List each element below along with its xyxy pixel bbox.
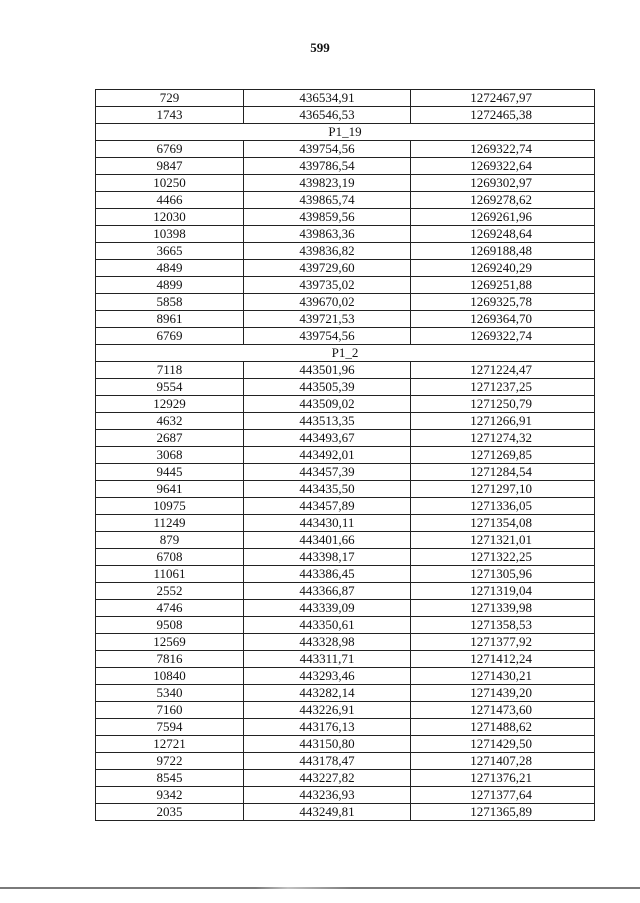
x-coordinate-cell: 443386,45 <box>244 566 411 583</box>
section-header-row <box>96 124 595 141</box>
table-row <box>96 175 595 192</box>
y-coordinate-cell: 1269251,88 <box>411 277 595 294</box>
x-coordinate-cell: 443501,96 <box>244 362 411 379</box>
point-number-cell: 6769 <box>96 141 244 158</box>
table-row <box>96 549 595 566</box>
point-number-cell: 7160 <box>96 702 244 719</box>
point-number-cell: 4466 <box>96 192 244 209</box>
y-coordinate-cell: 1271321,01 <box>411 532 595 549</box>
table-row <box>96 515 595 532</box>
point-number-cell: 11061 <box>96 566 244 583</box>
y-coordinate-cell: 1269188,48 <box>411 243 595 260</box>
point-number-cell: 9641 <box>96 481 244 498</box>
y-coordinate-cell: 1271412,24 <box>411 651 595 668</box>
table-row <box>96 447 595 464</box>
point-number-cell: 8961 <box>96 311 244 328</box>
table-row <box>96 413 595 430</box>
y-coordinate-cell: 1272467,97 <box>411 90 595 107</box>
point-number-cell: 8545 <box>96 770 244 787</box>
x-coordinate-cell: 443430,11 <box>244 515 411 532</box>
point-number-cell: 9554 <box>96 379 244 396</box>
x-coordinate-cell: 439865,74 <box>244 192 411 209</box>
point-number-cell: 12721 <box>96 736 244 753</box>
table-row <box>96 719 595 736</box>
x-coordinate-cell: 443226,91 <box>244 702 411 719</box>
x-coordinate-cell: 443457,39 <box>244 464 411 481</box>
x-coordinate-cell: 443227,82 <box>244 770 411 787</box>
y-coordinate-cell: 1269325,78 <box>411 294 595 311</box>
point-number-cell: 12929 <box>96 396 244 413</box>
x-coordinate-cell: 439863,36 <box>244 226 411 243</box>
y-coordinate-cell: 1269322,64 <box>411 158 595 175</box>
point-number-cell: 2552 <box>96 583 244 600</box>
table-row <box>96 430 595 447</box>
point-number-cell: 9342 <box>96 787 244 804</box>
table-row <box>96 362 595 379</box>
y-coordinate-cell: 1271224,47 <box>411 362 595 379</box>
y-coordinate-cell: 1271339,98 <box>411 600 595 617</box>
table-row <box>96 787 595 804</box>
x-coordinate-cell: 443366,87 <box>244 583 411 600</box>
point-number-cell: 6708 <box>96 549 244 566</box>
coordinates-table <box>95 89 595 821</box>
table-row <box>96 685 595 702</box>
table-row <box>96 158 595 175</box>
table-row <box>96 243 595 260</box>
table-row <box>96 294 595 311</box>
point-number-cell: 12030 <box>96 209 244 226</box>
table-row <box>96 668 595 685</box>
table-row <box>96 141 595 158</box>
y-coordinate-cell: 1271376,21 <box>411 770 595 787</box>
point-number-cell: 9722 <box>96 753 244 770</box>
coordinates-table-body <box>96 90 595 821</box>
point-number-cell: 4849 <box>96 260 244 277</box>
x-coordinate-cell: 439823,19 <box>244 175 411 192</box>
x-coordinate-cell: 443435,50 <box>244 481 411 498</box>
table-row <box>96 107 595 124</box>
x-coordinate-cell: 443293,46 <box>244 668 411 685</box>
y-coordinate-cell: 1271430,21 <box>411 668 595 685</box>
point-number-cell: 9445 <box>96 464 244 481</box>
y-coordinate-cell: 1269322,74 <box>411 328 595 345</box>
point-number-cell: 10398 <box>96 226 244 243</box>
x-coordinate-cell: 443505,39 <box>244 379 411 396</box>
point-number-cell: 879 <box>96 532 244 549</box>
table-row <box>96 260 595 277</box>
table-row <box>96 311 595 328</box>
y-coordinate-cell: 1271322,25 <box>411 549 595 566</box>
point-number-cell: 729 <box>96 90 244 107</box>
x-coordinate-cell: 443150,80 <box>244 736 411 753</box>
x-coordinate-cell: 439735,02 <box>244 277 411 294</box>
x-coordinate-cell: 443311,71 <box>244 651 411 668</box>
x-coordinate-cell: 443398,17 <box>244 549 411 566</box>
y-coordinate-cell: 1271336,05 <box>411 498 595 515</box>
point-number-cell: 9508 <box>96 617 244 634</box>
point-number-cell: 5340 <box>96 685 244 702</box>
y-coordinate-cell: 1271297,10 <box>411 481 595 498</box>
point-number-cell: 4899 <box>96 277 244 294</box>
x-coordinate-cell: 443401,66 <box>244 532 411 549</box>
point-number-cell: 9847 <box>96 158 244 175</box>
y-coordinate-cell: 1271269,85 <box>411 447 595 464</box>
point-number-cell: 5858 <box>96 294 244 311</box>
section-title: P1_19 <box>96 124 595 141</box>
section-title: P1_2 <box>96 345 595 362</box>
table-row <box>96 651 595 668</box>
point-number-cell: 7118 <box>96 362 244 379</box>
x-coordinate-cell: 439729,60 <box>244 260 411 277</box>
y-coordinate-cell: 1271365,89 <box>411 804 595 821</box>
page-number: 599 <box>310 40 330 55</box>
table-row <box>96 379 595 396</box>
point-number-cell: 3068 <box>96 447 244 464</box>
y-coordinate-cell: 1271407,28 <box>411 753 595 770</box>
table-row <box>96 770 595 787</box>
point-number-cell: 3665 <box>96 243 244 260</box>
table-row <box>96 328 595 345</box>
point-number-cell: 10975 <box>96 498 244 515</box>
x-coordinate-cell: 443492,01 <box>244 447 411 464</box>
point-number-cell: 1743 <box>96 107 244 124</box>
table-row <box>96 583 595 600</box>
x-coordinate-cell: 439786,54 <box>244 158 411 175</box>
point-number-cell: 7594 <box>96 719 244 736</box>
table-row <box>96 736 595 753</box>
x-coordinate-cell: 443509,02 <box>244 396 411 413</box>
x-coordinate-cell: 436534,91 <box>244 90 411 107</box>
y-coordinate-cell: 1269240,29 <box>411 260 595 277</box>
y-coordinate-cell: 1269248,64 <box>411 226 595 243</box>
y-coordinate-cell: 1271250,79 <box>411 396 595 413</box>
y-coordinate-cell: 1269278,62 <box>411 192 595 209</box>
y-coordinate-cell: 1271237,25 <box>411 379 595 396</box>
table-row <box>96 600 595 617</box>
y-coordinate-cell: 1271377,64 <box>411 787 595 804</box>
table-row <box>96 481 595 498</box>
x-coordinate-cell: 443493,67 <box>244 430 411 447</box>
x-coordinate-cell: 439754,56 <box>244 328 411 345</box>
table-row <box>96 498 595 515</box>
point-number-cell: 11249 <box>96 515 244 532</box>
y-coordinate-cell: 1271439,20 <box>411 685 595 702</box>
y-coordinate-cell: 1271358,53 <box>411 617 595 634</box>
point-number-cell: 6769 <box>96 328 244 345</box>
point-number-cell: 10840 <box>96 668 244 685</box>
x-coordinate-cell: 443350,61 <box>244 617 411 634</box>
point-number-cell: 12569 <box>96 634 244 651</box>
table-row <box>96 532 595 549</box>
table-row <box>96 209 595 226</box>
x-coordinate-cell: 439721,53 <box>244 311 411 328</box>
x-coordinate-cell: 443282,14 <box>244 685 411 702</box>
y-coordinate-cell: 1271354,08 <box>411 515 595 532</box>
x-coordinate-cell: 443236,93 <box>244 787 411 804</box>
y-coordinate-cell: 1271274,32 <box>411 430 595 447</box>
y-coordinate-cell: 1269322,74 <box>411 141 595 158</box>
y-coordinate-cell: 1271284,54 <box>411 464 595 481</box>
table-row <box>96 702 595 719</box>
y-coordinate-cell: 1269302,97 <box>411 175 595 192</box>
y-coordinate-cell: 1271488,62 <box>411 719 595 736</box>
x-coordinate-cell: 443249,81 <box>244 804 411 821</box>
table-row <box>96 464 595 481</box>
x-coordinate-cell: 443513,35 <box>244 413 411 430</box>
table-row <box>96 226 595 243</box>
table-row <box>96 634 595 651</box>
table-row <box>96 396 595 413</box>
x-coordinate-cell: 443176,13 <box>244 719 411 736</box>
table-row <box>96 617 595 634</box>
y-coordinate-cell: 1271429,50 <box>411 736 595 753</box>
table-row <box>96 90 595 107</box>
point-number-cell: 2687 <box>96 430 244 447</box>
y-coordinate-cell: 1271266,91 <box>411 413 595 430</box>
y-coordinate-cell: 1271305,96 <box>411 566 595 583</box>
x-coordinate-cell: 443328,98 <box>244 634 411 651</box>
bottom-scan-line <box>0 887 640 889</box>
x-coordinate-cell: 443457,89 <box>244 498 411 515</box>
point-number-cell: 4746 <box>96 600 244 617</box>
point-number-cell: 4632 <box>96 413 244 430</box>
x-coordinate-cell: 436546,53 <box>244 107 411 124</box>
table-row <box>96 566 595 583</box>
y-coordinate-cell: 1269364,70 <box>411 311 595 328</box>
table-row <box>96 192 595 209</box>
x-coordinate-cell: 439670,02 <box>244 294 411 311</box>
point-number-cell: 7816 <box>96 651 244 668</box>
y-coordinate-cell: 1271319,04 <box>411 583 595 600</box>
table-row <box>96 804 595 821</box>
section-header-row <box>96 345 595 362</box>
point-number-cell: 2035 <box>96 804 244 821</box>
y-coordinate-cell: 1272465,38 <box>411 107 595 124</box>
table-row <box>96 753 595 770</box>
point-number-cell: 10250 <box>96 175 244 192</box>
x-coordinate-cell: 439754,56 <box>244 141 411 158</box>
y-coordinate-cell: 1271377,92 <box>411 634 595 651</box>
x-coordinate-cell: 443339,09 <box>244 600 411 617</box>
y-coordinate-cell: 1271473,60 <box>411 702 595 719</box>
table-row <box>96 277 595 294</box>
x-coordinate-cell: 439859,56 <box>244 209 411 226</box>
x-coordinate-cell: 443178,47 <box>244 753 411 770</box>
y-coordinate-cell: 1269261,96 <box>411 209 595 226</box>
x-coordinate-cell: 439836,82 <box>244 243 411 260</box>
